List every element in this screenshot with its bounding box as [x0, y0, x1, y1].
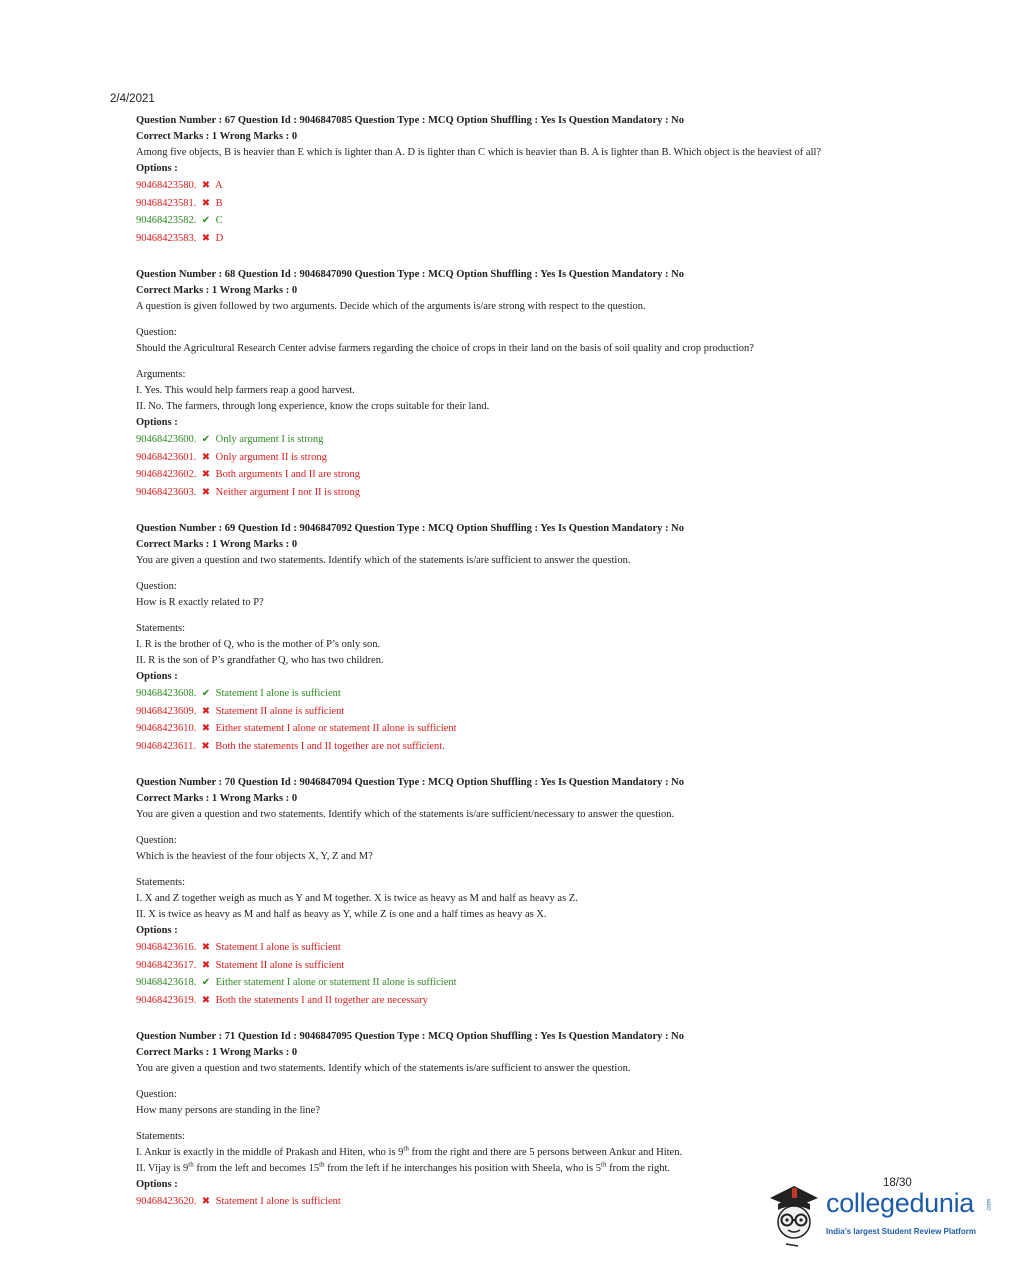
option-item: [136, 230, 906, 248]
wrong-icon: ✖: [201, 723, 211, 734]
question-text: A question is given followed by two arguments. Decide which of the arguments is/are strong with respect to the question.: [136, 301, 646, 312]
check-icon: ✔: [201, 434, 211, 445]
option-item: [136, 195, 906, 213]
question-marks: Correct Marks : 1 Wrong Marks : 0: [136, 539, 298, 550]
wrong-icon: ✖: [201, 180, 211, 191]
option-item: [136, 939, 906, 957]
option-item: [136, 703, 906, 721]
option-item: [136, 484, 906, 502]
option-item: [136, 449, 906, 467]
question-marks: Correct Marks : 1 Wrong Marks : 0: [136, 1047, 298, 1058]
option-text: Both arguments I and II are strong: [215, 469, 361, 480]
option-item: [136, 738, 906, 756]
options-label: Options :: [136, 925, 178, 936]
option-id: 90468423602.: [136, 469, 197, 480]
wrong-icon: ✖: [201, 451, 211, 463]
wrong-icon: ✖: [201, 486, 211, 498]
question-block: [136, 521, 906, 755]
option-text: Either statement I alone or statement II alone is sufficient: [215, 723, 457, 734]
option-id: 90468423581.: [136, 197, 197, 209]
question-text: You are given a question and two statements. Identify which of the statements is/are sufficient to answer the question.: [136, 555, 631, 566]
question-paper: [136, 113, 906, 1211]
option-id: 90468423600.: [136, 434, 197, 445]
question-meta: Question Number : 69 Question Id : 9046847092 Question Type : MCQ Option Shuffling : Yes Is Question Mandatory : No: [136, 523, 684, 534]
option-id: 90468423580.: [136, 180, 197, 191]
question-prompt: How is R exactly related to P?: [136, 597, 264, 608]
question-marks: Correct Marks : 1 Wrong Marks : 0: [136, 285, 298, 296]
wrong-icon: ✖: [201, 942, 211, 953]
option-id: 90468423609.: [136, 705, 197, 717]
option-text: Neither argument I nor II is strong: [215, 486, 361, 498]
question-label: Question:: [136, 835, 177, 846]
question-label: Question:: [136, 581, 177, 592]
option-id: 90468423616.: [136, 942, 197, 953]
statements-label: Statements:: [136, 623, 185, 634]
question-prompt: Should the Agricultural Research Center advise farmers regarding the choice of crops in their land on the basis of soil quality and crop production?: [136, 343, 754, 354]
logo-suffix: .com: [986, 1198, 993, 1212]
question-marks: Correct Marks : 1 Wrong Marks : 0: [136, 793, 298, 804]
mascot-icon: [766, 1180, 824, 1248]
option-id: 90468423601.: [136, 451, 197, 463]
wrong-icon: ✖: [201, 994, 211, 1006]
wrong-icon: ✖: [201, 740, 210, 752]
option-text: A: [215, 180, 223, 191]
arguments-label: Arguments:: [136, 369, 186, 380]
question-prompt: How many persons are standing in the line?: [136, 1105, 320, 1116]
check-icon: ✔: [201, 977, 211, 988]
option-item: [136, 720, 906, 738]
option-item: [136, 992, 906, 1010]
option-id: 90468423619.: [136, 994, 197, 1006]
option-text: Both the statements I and II together are not sufficient.: [215, 740, 445, 752]
option-text: Statement II alone is sufficient: [215, 959, 345, 971]
question-meta: Question Number : 67 Question Id : 9046847085 Question Type : MCQ Option Shuffling : Yes Is Question Mandatory : No: [136, 115, 684, 126]
question-text: You are given a question and two statements. Identify which of the statements is/are sufficient to answer the question.: [136, 1063, 631, 1074]
option-id: 90468423620.: [136, 1196, 197, 1207]
option-text: Both the statements I and II together are necessary: [215, 994, 428, 1006]
option-id: 90468423611.: [136, 740, 196, 752]
wrong-icon: ✖: [201, 705, 211, 717]
statements-label: Statements:: [136, 877, 185, 888]
argument-2: II. No. The farmers, through long experience, know the crops suitable for their land.: [136, 401, 490, 412]
option-item: [136, 957, 906, 975]
option-text: Only argument II is strong: [215, 451, 327, 463]
collegedunia-logo: [766, 1180, 996, 1248]
wrong-icon: ✖: [201, 232, 211, 244]
argument-1: I. Yes. This would help farmers reap a good harvest.: [136, 385, 355, 396]
question-block: [136, 775, 906, 1009]
option-text: Statement I alone is sufficient: [215, 688, 341, 699]
option-item: [136, 974, 906, 992]
question-text: Among five objects, B is heavier than E which is lighter than A. D is lighter than C which is heavier than B. A is lighter than B. Which object is the heaviest of all?: [136, 147, 822, 158]
statements-label: Statements:: [136, 1131, 185, 1142]
wrong-icon: ✖: [201, 469, 211, 480]
wrong-icon: ✖: [201, 1196, 211, 1207]
check-icon: ✔: [201, 215, 211, 226]
option-id: 90468423603.: [136, 486, 197, 498]
option-item: [136, 212, 906, 230]
check-icon: ✔: [201, 688, 211, 699]
logo-tagline: India’s largest Student Review Platform: [826, 1227, 976, 1236]
option-text: C: [215, 215, 223, 226]
print-date: 2/4/2021: [110, 93, 155, 105]
question-label: Question:: [136, 1089, 177, 1100]
option-id: 90468423617.: [136, 959, 197, 971]
question-block: [136, 113, 906, 247]
wrong-icon: ✖: [201, 959, 211, 971]
logo-wordmark: collegedunia: [826, 1188, 975, 1218]
option-text: B: [215, 197, 223, 209]
option-text: Statement II alone is sufficient: [215, 705, 345, 717]
statement-1: I. X and Z together weigh as much as Y and M together. X is twice as heavy as M and half as heavy as Z.: [136, 893, 578, 904]
statement-2: II. X is twice as heavy as M and half as heavy as Y, while Z is one and a half times as heavy as X.: [136, 909, 547, 920]
option-item: [136, 466, 906, 484]
statement-1: I. Ankur is exactly in the middle of Prakash and Hiten, who is 9th from the right and there are 5 persons between Ankur and Hiten.: [136, 1144, 683, 1158]
question-label: Question:: [136, 327, 177, 338]
option-id: 90468423610.: [136, 723, 197, 734]
question-marks: Correct Marks : 1 Wrong Marks : 0: [136, 131, 298, 142]
option-text: Statement I alone is sufficient: [215, 942, 341, 953]
option-id: 90468423608.: [136, 688, 197, 699]
option-text: Either statement I alone or statement II alone is sufficient: [215, 977, 457, 988]
option-text: Only argument I is strong: [215, 434, 324, 445]
question-meta: Question Number : 71 Question Id : 9046847095 Question Type : MCQ Option Shuffling : Yes Is Question Mandatory : No: [136, 1031, 684, 1042]
question-prompt: Which is the heaviest of the four objects X, Y, Z and M?: [136, 851, 373, 862]
option-item: [136, 177, 906, 195]
option-item: [136, 431, 906, 449]
option-id: 90468423583.: [136, 232, 197, 244]
statement-2: II. R is the son of P’s grandfather Q, who has two children.: [136, 655, 384, 666]
options-label: Options :: [136, 671, 178, 682]
option-id: 90468423618.: [136, 977, 197, 988]
option-text: Statement I alone is sufficient: [215, 1196, 341, 1207]
option-id: 90468423582.: [136, 215, 197, 226]
question-meta: Question Number : 68 Question Id : 9046847090 Question Type : MCQ Option Shuffling : Yes Is Question Mandatory : No: [136, 269, 684, 280]
options-label: Options :: [136, 1179, 178, 1190]
statement-1: I. R is the brother of Q, who is the mother of P’s only son.: [136, 639, 381, 650]
page-number: 18/30: [883, 1177, 912, 1189]
question-text: You are given a question and two statements. Identify which of the statements is/are sufficient/necessary to answer the question.: [136, 809, 675, 820]
statement-2: II. Vijay is 9th from the left and becomes 15th from the left if he interchanges his position with Sheela, who is 5th from the right.: [136, 1160, 671, 1174]
question-meta: Question Number : 70 Question Id : 9046847094 Question Type : MCQ Option Shuffling : Yes Is Question Mandatory : No: [136, 777, 684, 788]
options-label: Options :: [136, 417, 178, 428]
options-label: Options :: [136, 163, 178, 174]
option-item: [136, 685, 906, 703]
option-text: D: [215, 232, 224, 244]
question-block: [136, 267, 906, 501]
wrong-icon: ✖: [201, 197, 211, 209]
